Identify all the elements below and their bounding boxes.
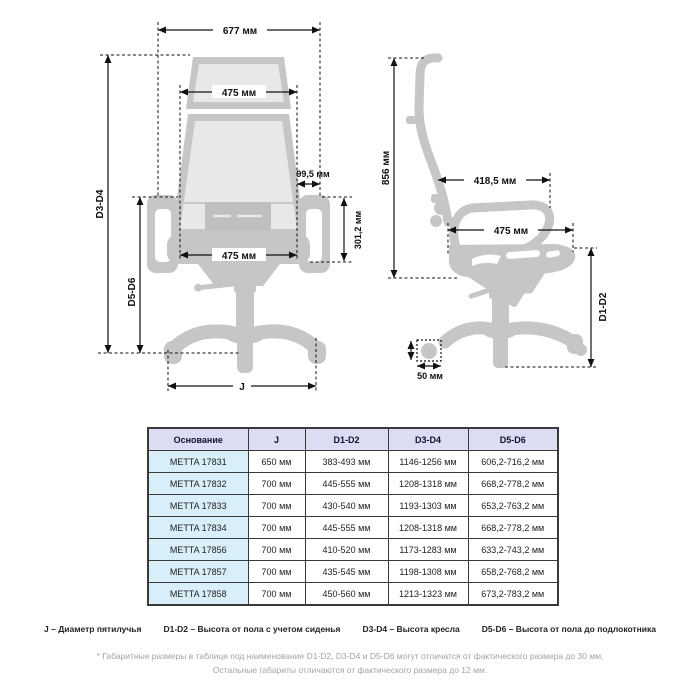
value-cell: 700 мм bbox=[248, 473, 305, 495]
dim-label-chair-height: D3-D4 bbox=[95, 189, 106, 219]
value-cell: 383-493 мм bbox=[305, 451, 388, 473]
col-header-d3d4: D3-D4 bbox=[388, 428, 468, 451]
value-cell: 430-540 мм bbox=[305, 495, 388, 517]
dim-label-seat-width: 475 мм bbox=[221, 251, 257, 262]
legend-item-d5d6: D5-D6 – Высота от пола до подлокотника bbox=[481, 624, 656, 634]
legend-item-d3d4: D3-D4 – Высота кресла bbox=[362, 624, 460, 634]
caster bbox=[421, 343, 437, 359]
value-cell: 673,2-783,2 мм bbox=[468, 583, 558, 606]
col-header-d1d2: D1-D2 bbox=[305, 428, 388, 451]
model-cell: METTA 17857 bbox=[148, 561, 248, 583]
table-row bbox=[148, 539, 558, 561]
col-header-j: J bbox=[248, 428, 305, 451]
dim-label-seat-height: D1-D2 bbox=[598, 292, 609, 322]
value-cell: 1208-1318 мм bbox=[388, 517, 468, 539]
value-cell: 700 мм bbox=[248, 517, 305, 539]
dim-label-back-section-height: 301,2 мм bbox=[353, 210, 363, 250]
side-view-chair-illustration bbox=[406, 58, 587, 368]
value-cell: 410-520 мм bbox=[305, 539, 388, 561]
value-cell: 700 мм bbox=[248, 495, 305, 517]
table-header-row bbox=[148, 428, 558, 451]
value-cell: 1208-1318 мм bbox=[388, 473, 468, 495]
value-cell: 445-555 мм bbox=[305, 517, 388, 539]
model-cell: METTA 17832 bbox=[148, 473, 248, 495]
legend-item-j: J – Диаметр пятилучья bbox=[44, 624, 142, 634]
dim-label-armrest-depth: 418,5 мм bbox=[473, 176, 517, 187]
value-cell: 1213-1323 мм bbox=[388, 583, 468, 606]
value-cell: 1198-1308 мм bbox=[388, 561, 468, 583]
model-cell: METTA 17856 bbox=[148, 539, 248, 561]
dimension-legend bbox=[0, 624, 700, 634]
model-cell: METTA 17833 bbox=[148, 495, 248, 517]
table-row bbox=[148, 561, 558, 583]
col-header-base: Основание bbox=[148, 428, 248, 451]
value-cell: 658,2-768,2 мм bbox=[468, 561, 558, 583]
dim-label-side-offset: 99,5 мм bbox=[296, 169, 330, 179]
dim-label-armrest-height: D5-D6 bbox=[127, 277, 138, 307]
table-row bbox=[148, 517, 558, 539]
dim-label-base-diameter: J bbox=[239, 382, 245, 393]
value-cell: 633,2-743,2 мм bbox=[468, 539, 558, 561]
spec-table bbox=[147, 427, 559, 606]
value-cell: 650 мм bbox=[248, 451, 305, 473]
footnote-line-1: * Габаритные размеры в таблице под наименование D1-D2, D3-D4 и D5-D6 могут отличатся от фактического размера до 30 мм, bbox=[96, 651, 604, 661]
value-cell: 700 мм bbox=[248, 583, 305, 606]
value-cell: 1146-1256 мм bbox=[388, 451, 468, 473]
legend-item-d1d2: D1-D2 – Высота от пола с учетом сиденья bbox=[163, 624, 341, 634]
value-cell: 668,2-778,2 мм bbox=[468, 517, 558, 539]
model-cell: METTA 17858 bbox=[148, 583, 248, 606]
value-cell: 700 мм bbox=[248, 539, 305, 561]
value-cell: 606,2-716,2 мм bbox=[468, 451, 558, 473]
footnote bbox=[0, 649, 700, 677]
footnote-line-2: Остальные габариты отличаются от фактического размера до 12 мм. bbox=[212, 665, 488, 676]
table-row bbox=[148, 451, 558, 473]
value-cell: 1173-1283 мм bbox=[388, 539, 468, 561]
value-cell: 653,2-763,2 мм bbox=[468, 495, 558, 517]
dim-label-seat-depth: 475 мм bbox=[493, 226, 529, 237]
table-row bbox=[148, 473, 558, 495]
table-row bbox=[148, 495, 558, 517]
table-row bbox=[148, 583, 558, 606]
caster bbox=[308, 341, 326, 364]
col-header-d5d6: D5-D6 bbox=[468, 428, 558, 451]
model-cell: METTA 17831 bbox=[148, 451, 248, 473]
value-cell: 445-555 мм bbox=[305, 473, 388, 495]
model-cell: METTA 17834 bbox=[148, 517, 248, 539]
value-cell: 700 мм bbox=[248, 561, 305, 583]
dim-label-overall-width: 677 мм bbox=[222, 26, 258, 37]
front-view-chair-illustration bbox=[147, 57, 330, 373]
value-cell: 450-560 мм bbox=[305, 583, 388, 606]
value-cell: 1193-1303 мм bbox=[388, 495, 468, 517]
dim-side-offset bbox=[296, 169, 330, 184]
dim-label-back-height: 856 мм bbox=[381, 150, 392, 186]
dim-label-headrest-width: 475 мм bbox=[221, 88, 257, 99]
side-seat bbox=[449, 244, 575, 277]
value-cell: 668,2-778,2 мм bbox=[468, 473, 558, 495]
value-cell: 435-545 мм bbox=[305, 561, 388, 583]
dim-label-caster-size: 50 мм bbox=[417, 371, 443, 381]
